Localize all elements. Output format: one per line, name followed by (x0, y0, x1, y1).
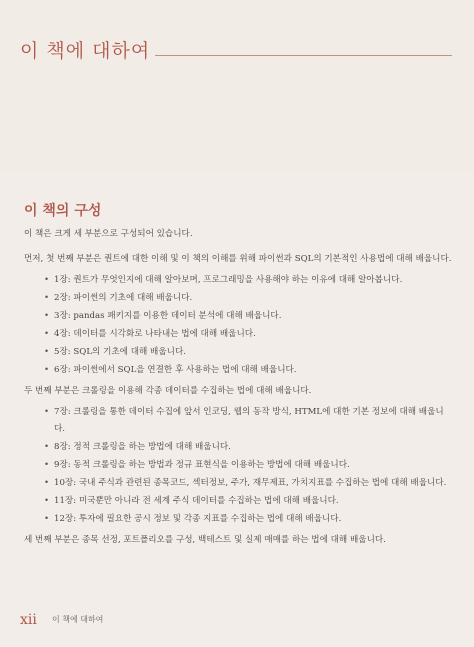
chapter-title-rule (155, 55, 452, 56)
list-item: • 9장: 동적 크롤링을 하는 방법과 정규 표현식을 이용하는 방법에 대해 배웁니다. (44, 457, 454, 474)
page-number: xii (20, 611, 37, 628)
list-item: • 12장: 투자에 필요한 공시 정보 및 각종 지표를 수집하는 법에 대해 배웁니다. (44, 511, 454, 528)
list-item: • 1장: 퀀트가 무엇인지에 대해 알아보며, 프로그래밍을 사용해야 하는 이유에 대해 알아봅니다. (44, 272, 454, 289)
part1-intro: 먼저, 첫 번째 부분은 퀀트에 대한 이해 및 이 책의 이해를 위해 파이썬과 SQL의 기본적인 사용법에 대해 배웁니다. (24, 254, 452, 264)
list-item: • 7장: 크롤링을 통한 데이터 수집에 앞서 인코딩, 웹의 동작 방식, HTML에 대한 기본 정보에 대해 배웁니다. (44, 404, 454, 438)
section-content (24, 200, 454, 549)
list-item: • 8장: 정적 크롤링을 하는 방법에 대해 배웁니다. (44, 439, 454, 456)
list-item: • 10장: 국내 주식과 관련된 종목코드, 섹터정보, 주가, 재무제표, 가치지표를 수집하는 법에 대해 배웁니다. (44, 475, 454, 492)
list-item: • 3장: pandas 패키지를 이용한 데이터 분석에 대해 배웁니다. (44, 308, 454, 325)
list-item: • 4장: 데이터를 시각화로 나타내는 법에 대해 배웁니다. (44, 326, 454, 343)
list-item: • 6장: 파이썬에서 SQL을 연결한 후 사용하는 법에 대해 배웁니다. (44, 362, 454, 379)
intro-paragraph: 이 책은 크게 세 부분으로 구성되어 있습니다. (24, 229, 193, 239)
section-heading: 이 책의 구성 (24, 203, 102, 219)
part2-list (24, 404, 454, 528)
header-band (0, 0, 474, 172)
page-footer (20, 609, 103, 628)
part2-intro: 두 번째 부분은 크롤링을 이용해 각종 데이터를 수집하는 법에 대해 배웁니다. (24, 386, 312, 396)
part1-list (24, 272, 454, 379)
running-title: 이 책에 대하여 (51, 615, 104, 624)
list-item: • 11장: 미국뿐만 아니라 전 세계 주식 데이터를 수집하는 법에 대해 배웁니다. (44, 493, 454, 510)
part3-intro: 세 번째 부분은 종목 선정, 포트폴리오를 구성, 백테스트 및 실제 매매를 하는 법에 대해 배웁니다. (24, 535, 386, 545)
list-item: • 2장: 파이썬의 기초에 대해 배웁니다. (44, 290, 454, 307)
list-item: • 5장: SQL의 기초에 대해 배웁니다. (44, 344, 454, 361)
chapter-title: 이 책에 대하여 (20, 40, 151, 62)
